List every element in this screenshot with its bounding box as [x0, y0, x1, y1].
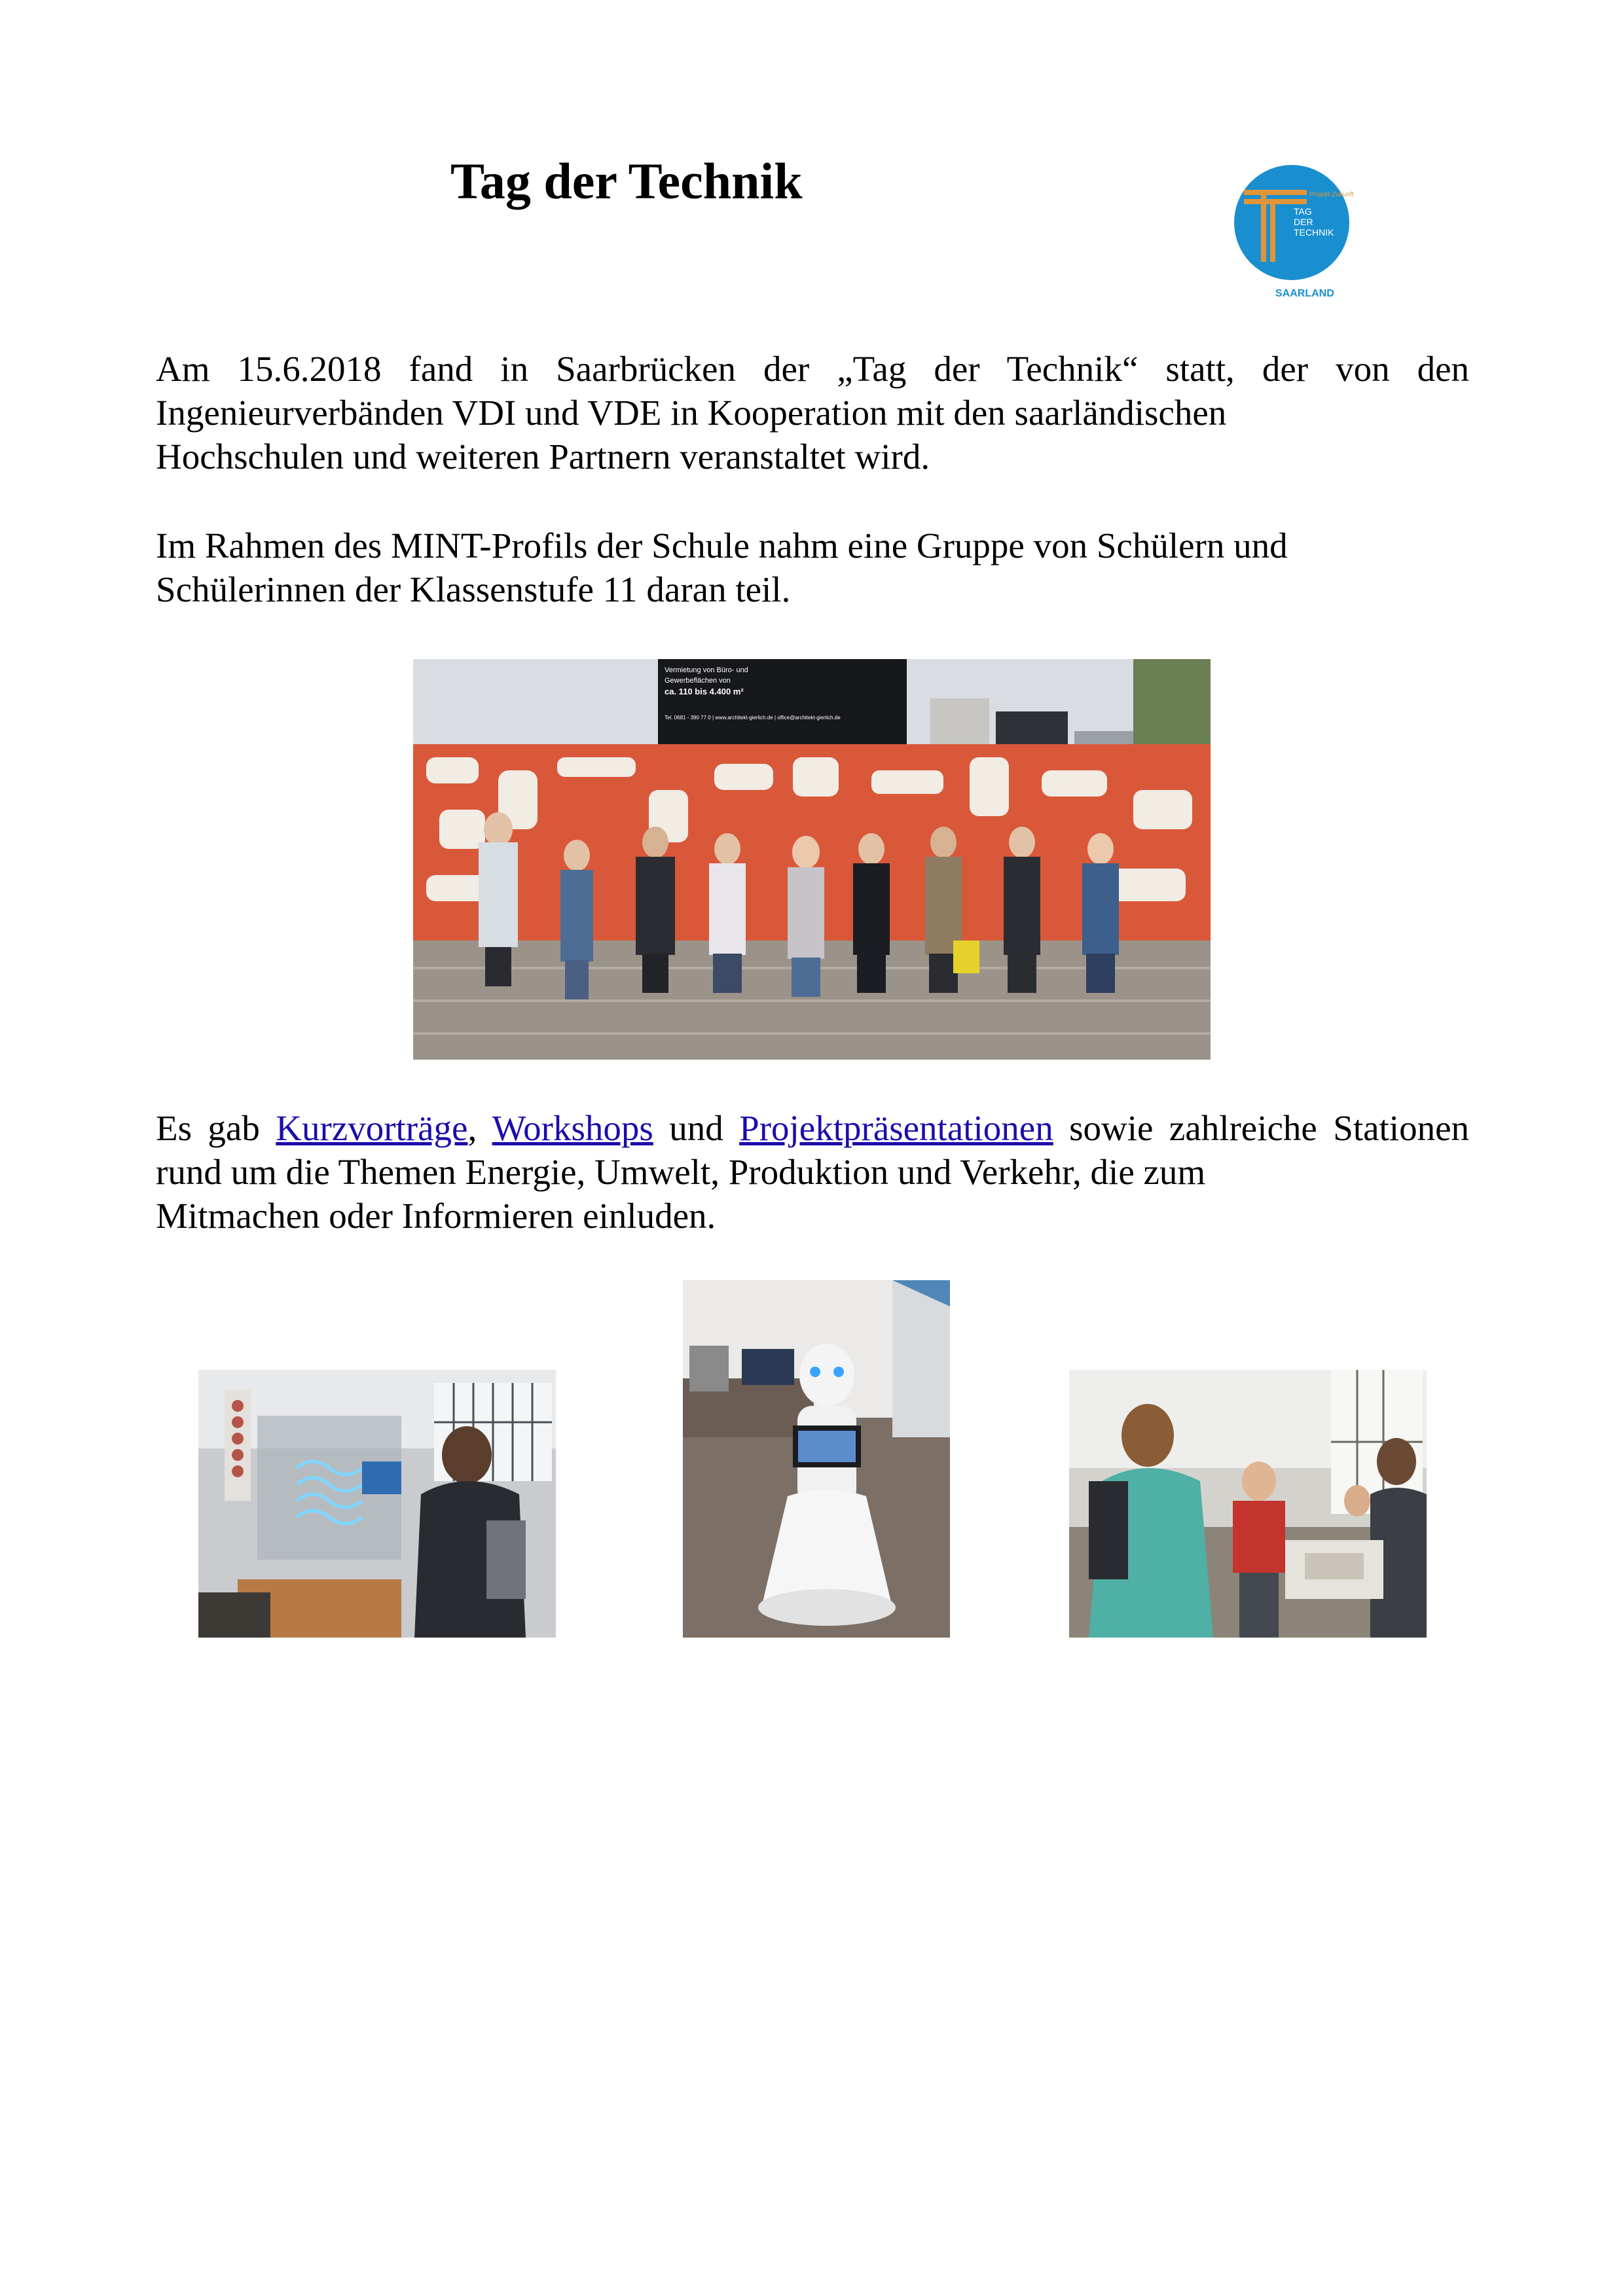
svg-text:Gewerbeflächen von: Gewerbeflächen von: [665, 677, 731, 685]
activities-paragraph: [156, 1106, 1469, 1238]
svg-text:SAARLAND: SAARLAND: [1275, 288, 1334, 299]
svg-text:TECHNIK: TECHNIK: [1294, 227, 1334, 238]
kurzvortraege-link[interactable]: Kurzvorträge: [276, 1108, 468, 1148]
mint-paragraph: [156, 524, 1469, 611]
page-title: Tag der Technik: [450, 152, 803, 209]
svg-text:Vermietung von Büro- und: Vermietung von Büro- und: [665, 666, 748, 674]
activities-text-last-line: Mitmachen oder Informieren einluden.: [156, 1196, 716, 1236]
exhibition-photo-light-installation: [198, 1370, 556, 1638]
activities-text-start: Es gab: [156, 1108, 260, 1148]
intro-text-last-line: Hochschulen und weiteren Partnern veranstaltet wird.: [156, 437, 930, 476]
svg-text:Tel. 0681 - 390 77 0 | www.arc: Tel. 0681 - 390 77 0 | www.architekt-gierlich.de | office@architekt-gierlich.de: [665, 715, 841, 721]
tag-der-technik-logo: [1231, 162, 1365, 303]
svg-text:Projekt Zukunft: Projekt Zukunft: [1309, 191, 1354, 198]
projektpraesentationen-link[interactable]: Projektpräsentationen: [739, 1108, 1053, 1148]
exhibition-photo-students-at-station: [1069, 1370, 1427, 1638]
mint-text: Im Rahmen des MINT-Profils der Schule nahm eine Gruppe von Schülern und: [156, 526, 1288, 565]
svg-text:ca. 110 bis 4.400 m²: ca. 110 bis 4.400 m²: [665, 687, 744, 696]
activities-separator: ,: [467, 1108, 477, 1148]
workshops-link[interactable]: Workshops: [492, 1108, 653, 1148]
svg-text:DER: DER: [1294, 217, 1313, 227]
exhibition-photo-robot: [683, 1280, 950, 1638]
svg-text:TAG: TAG: [1294, 206, 1312, 217]
intro-paragraph: [156, 347, 1469, 478]
intro-text: Am 15.6.2018 fand in Saarbrücken der „Tag der Technik“ statt, der von den Ingenieurverbänden VDI und VDE in Kooperation mit den saarländischen: [156, 349, 1469, 433]
activities-and: und: [669, 1108, 723, 1148]
activities-text-rest: sowie zahlreiche Stationen rund um die Themen Energie, Umwelt, Produktion und Verkehr, die zum: [156, 1108, 1469, 1192]
mint-text-last-line: Schülerinnen der Klassenstufe 11 daran teil.: [156, 569, 791, 609]
group-photo: [413, 659, 1211, 1060]
